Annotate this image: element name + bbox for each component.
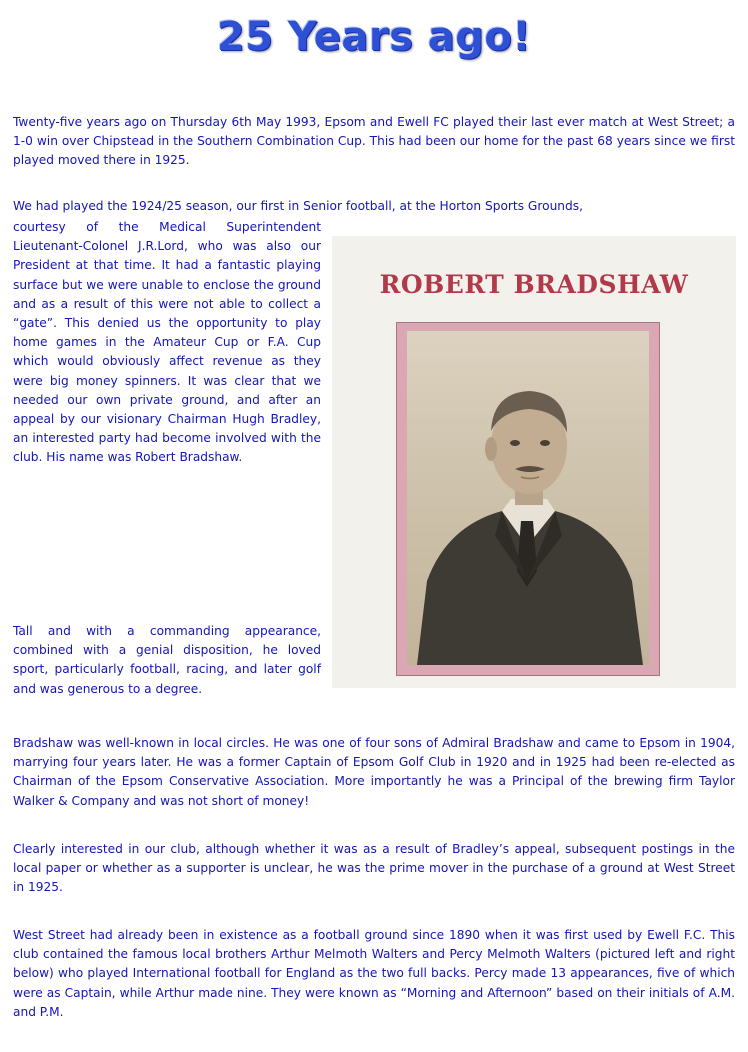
paragraph-interest: Clearly interested in our club, although whether it was as a result of Bradley’s appeal, subsequent postings in the local paper or whether as a supporter is unclear, he was the prime mover in the purchase of a ground at West Street in 1925. <box>13 842 735 895</box>
page-title: 25 Years ago! <box>216 14 532 60</box>
photo-panel <box>332 236 736 688</box>
paragraph-west-street: West Street had already been in existence as a football ground since 1890 when it was first used by Ewell F.C. This club contained the famous local brothers Arthur Melmoth Walters and Percy Melmoth Walters (pictured left and right below) who played International football for England as the two full backs. Percy made 13 appearances, five of which were as Captain, while Arthur made nine. They were known as “Morning and Afternoon” based on their initials of A.M. and P.M. <box>13 928 735 1019</box>
portrait-photo <box>407 331 649 665</box>
paragraph-appearance: Tall and with a commanding appearance, combined with a genial disposition, he loved sport, particularly football, racing, and later golf and was generous to a degree. <box>13 624 321 696</box>
paragraph-intro: Twenty-five years ago on Thursday 6th May 1993, Epsom and Ewell FC played their last ever match at West Street; a 1-0 win over Chipstead in the Southern Combination Cup. This had been our home for the past 68 years since we first played moved there in 1925. <box>13 115 735 168</box>
photo-caption: ROBERT BRADSHAW <box>379 270 689 299</box>
paragraph-bradshaw: Bradshaw was well-known in local circles. He was one of four sons of Admiral Bradshaw and came to Epsom in 1904, marrying four years later. He was a former Captain of Epsom Golf Club in 1920 and in 1925 had been re-elected as Chairman of the Epsom Conservative Association. More importantly he was a Principal of the brewing firm Taylor Walker & Company and was not short of money! <box>13 736 735 808</box>
paragraph-horton-first-line: We had played the 1924/25 season, our first in Senior football, at the Horton Sports Grounds, <box>13 199 583 213</box>
portrait-illustration <box>407 331 649 665</box>
photo-frame <box>396 322 660 676</box>
paragraph-horton: courtesy of the Medical Superintendent Lieutenant-Colonel J.R.Lord, who was also our President at that time. It had a fantastic playing surface but we were unable to enclose the ground and as a result of this were not able to collect a “gate”. This denied us the opportunity to play home games in the Amateur Cup or F.A. Cup which would obviously affect revenue as they were big money spinners. It was clear that we needed our own private ground, and after an appeal by our visionary Chairman Hugh Bradley, an interested party had become involved with the club. His name was Robert Bradshaw. <box>13 220 321 465</box>
